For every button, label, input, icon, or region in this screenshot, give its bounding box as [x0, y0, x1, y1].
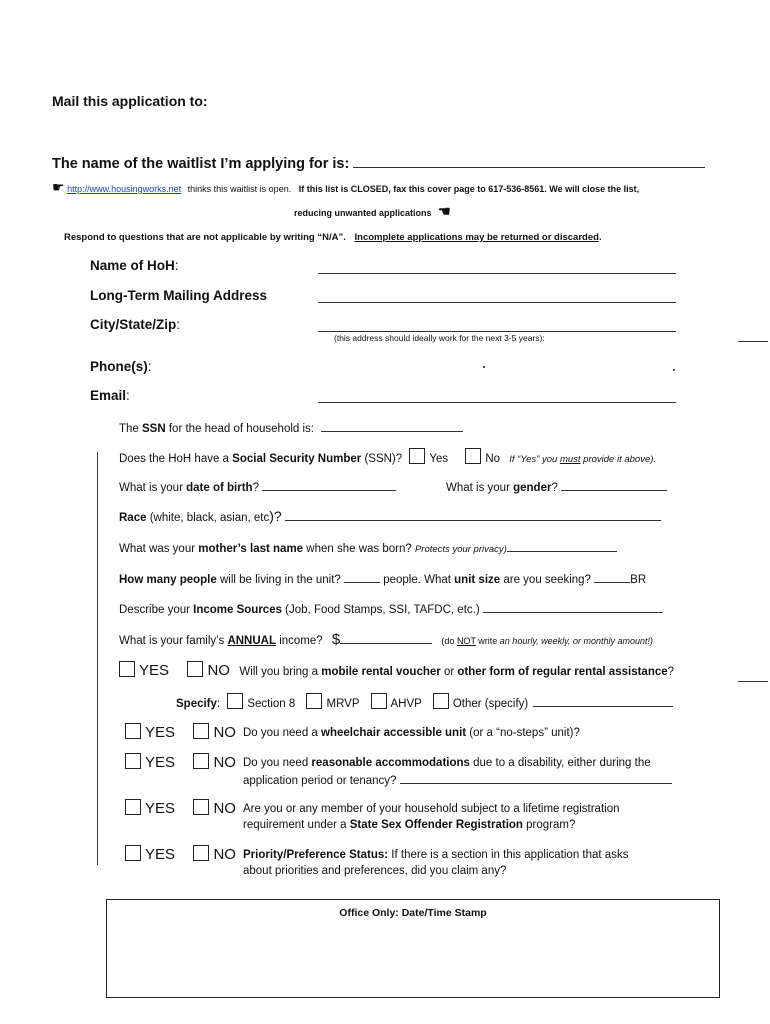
race-post: (white, black, asian, etc [146, 512, 270, 524]
income-post: (Job, Food Stamps, SSI, TAFDC, etc.) [281, 604, 480, 616]
mrvp-checkbox[interactable] [306, 693, 322, 709]
annual-income-field[interactable] [340, 631, 432, 644]
closed-note-line2 [294, 203, 451, 220]
open-notice [52, 179, 639, 196]
accommodations-no-checkbox[interactable] [193, 753, 209, 769]
specify-line [176, 693, 673, 712]
prio-post: If there is a section in this application that asks [388, 849, 629, 861]
mother-post: when she was born? [303, 543, 415, 555]
wheelchair-row [125, 723, 236, 742]
voucher-q-pre: Will you bring a [239, 666, 322, 678]
mother-bold: mother’s last name [198, 543, 304, 555]
annual-note-1: (do [441, 636, 457, 646]
email-field[interactable] [318, 390, 676, 403]
ssn-post: for the head of household is: [165, 423, 314, 435]
gender-post: ? [551, 482, 558, 494]
closed-note: If this list is CLOSED, fax this cover page to 617-536-8561. We will close the list, [298, 184, 640, 194]
city-label [90, 317, 180, 332]
ssn-bold: SSN [142, 423, 166, 435]
city-label-text: City/State/Zip [90, 317, 177, 332]
other-label: Other (specify) [452, 698, 529, 710]
margin-mark [738, 681, 768, 682]
dollar-sign: $ [331, 631, 341, 648]
so-pre: requirement under a [243, 819, 350, 831]
ssn-note-2: provide it above). [580, 454, 657, 465]
ra-line2: application period or tenancy? [243, 775, 397, 787]
hoh-field[interactable] [318, 261, 676, 274]
phone-dot [483, 366, 485, 368]
ssn-question [119, 448, 656, 468]
income-field[interactable] [483, 600, 663, 613]
email-label-text: Email [90, 388, 127, 403]
other-checkbox[interactable] [433, 693, 449, 709]
voucher-q-bold1: mobile rental voucher [321, 666, 441, 678]
ssn-no-label: No [485, 453, 501, 465]
wheelchair-no-checkbox[interactable] [193, 723, 209, 739]
housingworks-link[interactable]: http://www.housingworks.net [67, 184, 182, 194]
priority-yes-checkbox[interactable] [125, 845, 141, 861]
office-stamp-box [106, 899, 720, 998]
wheelchair-yes-checkbox[interactable] [125, 723, 141, 739]
email-colon: : [126, 388, 130, 403]
mother-field[interactable] [507, 539, 617, 552]
phone-colon: : [147, 359, 152, 374]
voucher-q-bold2: other form of regular rental assistance [457, 666, 668, 678]
wheel-bold: wheelchair accessible unit [321, 727, 467, 739]
people-mid: will be living in the unit? [216, 574, 341, 586]
dob-post: ? [252, 482, 259, 494]
so-bold: State Sex Offender Registration [349, 819, 523, 831]
priority-no-label: NO [213, 846, 236, 863]
ssn-note [509, 454, 656, 465]
race-end: )? [269, 508, 282, 524]
ssn-note-1: If “Yes” you [509, 454, 560, 465]
priority-yes-label: YES [145, 846, 176, 863]
closed-note-2-text: reducing unwanted applications [294, 208, 432, 218]
office-stamp-title: Office Only: Date/Time Stamp [339, 907, 487, 919]
dob-field[interactable] [262, 478, 396, 491]
annual-note-3: an hourly, weekly, or monthly amount!) [499, 636, 654, 646]
accommodations-no-label: NO [213, 754, 236, 771]
annual-bold: ANNUAL [227, 635, 276, 647]
section8-checkbox[interactable] [227, 693, 243, 709]
ra-bold: reasonable accommodations [311, 757, 470, 769]
gender-field[interactable] [561, 478, 667, 491]
annual-note-2: write [475, 636, 500, 646]
people-count-field[interactable] [344, 570, 380, 583]
section8-label: Section 8 [247, 698, 296, 710]
accommodations-row [125, 753, 236, 772]
wheel-pre: Do you need a [243, 727, 322, 739]
offender-row [125, 799, 236, 818]
left-rule [97, 452, 98, 865]
link-note: thinks this waitlist is open. [187, 184, 292, 194]
na-instruction-text: Respond to questions that are not applicable by writing “N/A”. [64, 232, 346, 243]
city-colon: : [176, 317, 181, 332]
address-note: (this address should ideally work for the next 3-5 years): [334, 333, 545, 343]
na-warning: Incomplete applications may be returned or discarded [354, 232, 599, 243]
voucher-q-end: ? [667, 666, 675, 678]
ssn-no-checkbox[interactable] [465, 448, 481, 464]
offender-yes-label: YES [145, 800, 176, 817]
mother-note: Protects your privacy) [414, 544, 507, 555]
offender-yes-checkbox[interactable] [125, 799, 141, 815]
priority-row [125, 845, 236, 864]
accommodations-question [243, 755, 651, 771]
na-period: . [598, 232, 602, 243]
phone-label [90, 359, 152, 374]
income-pre: Describe your [119, 604, 194, 616]
ssn-field[interactable] [321, 419, 463, 432]
annual-note-not: NOT [456, 636, 476, 646]
people-unit: people. What [380, 574, 455, 586]
ssn-q-bold: Social Security Number [232, 453, 362, 465]
annual-note [441, 636, 653, 646]
offender-question: Are you or any member of your household subject to a lifetime registration [243, 803, 620, 815]
specify-label: Specify [176, 698, 217, 710]
race-field[interactable] [285, 508, 661, 521]
dob-bold: date of birth [186, 482, 253, 494]
waitlist-name-field[interactable] [353, 155, 705, 168]
so-post: program? [522, 819, 576, 831]
margin-mark [738, 341, 768, 342]
phone-label-text: Phone(s) [90, 359, 148, 374]
ssn-q-post: (SSN)? [361, 453, 403, 465]
pointing-hand-icon: ☛ [438, 203, 451, 219]
dob-pre: What is your [119, 482, 187, 494]
pointing-hand-icon: ☛ [52, 179, 65, 195]
gender-pre: What is your [446, 482, 514, 494]
priority-question-2: about priorities and preferences, did you claim any? [243, 865, 507, 877]
gender-bold: gender [513, 482, 552, 494]
waitlist-label-text: The name of the waitlist I’m applying for is: [52, 156, 350, 172]
unit-br: BR [630, 574, 647, 586]
wheelchair-yes-label: YES [145, 724, 176, 741]
ra-pre: Do you need [243, 757, 312, 769]
gender-line [446, 478, 667, 496]
race-bold: Race [119, 512, 147, 524]
voucher-q-mid: or [440, 666, 458, 678]
voucher-yes-checkbox[interactable] [119, 661, 135, 677]
people-bold: How many people [119, 574, 217, 586]
mother-pre: What was your [119, 543, 199, 555]
hoh-label [90, 258, 179, 273]
accommodations-yes-label: YES [145, 754, 176, 771]
ahvp-label: AHVP [390, 698, 422, 710]
ssn-line [119, 419, 463, 437]
offender-no-label: NO [213, 800, 236, 817]
offender-question-2 [243, 817, 575, 833]
income-line [119, 600, 663, 618]
ssn-q-pre: Does the HoH have a [119, 453, 233, 465]
accommodations-field[interactable] [400, 771, 672, 784]
unit-bold: unit size [454, 574, 501, 586]
city-field[interactable] [318, 319, 676, 332]
ssn-yes-label: Yes [429, 453, 449, 465]
race-line [119, 508, 661, 526]
wheel-post: (or a “no-steps” unit)? [466, 727, 580, 739]
annual-post: income? [276, 635, 323, 647]
hoh-label-text: Name of HoH [90, 258, 175, 273]
wheelchair-question [243, 725, 580, 741]
annual-pre: What is your family’s [119, 635, 228, 647]
ssn-note-must: must [559, 454, 581, 465]
people-line [119, 570, 646, 588]
phone-dot [673, 369, 675, 371]
address-field[interactable] [318, 290, 676, 303]
unit-size-field[interactable] [594, 570, 630, 583]
ahvp-checkbox[interactable] [371, 693, 387, 709]
dob-line [119, 478, 396, 496]
mother-line [119, 539, 617, 558]
mail-to-heading: Mail this application to: [52, 93, 208, 109]
wheelchair-no-label: NO [213, 724, 236, 741]
priority-no-checkbox[interactable] [193, 845, 209, 861]
ra-post: due to a disability, either during the [469, 757, 651, 769]
voucher-yes-label: YES [139, 662, 170, 679]
waitlist-label [52, 155, 705, 172]
prio-bold: Priority/Preference Status: [243, 849, 389, 861]
ssn-pre: The [119, 423, 143, 435]
voucher-no-label: NO [207, 662, 230, 679]
voucher-no-checkbox[interactable] [187, 661, 203, 677]
specify-colon: : [216, 698, 221, 710]
mrvp-label: MRVP [326, 698, 360, 710]
voucher-line [119, 661, 674, 680]
voucher-question [239, 666, 674, 678]
email-label [90, 388, 130, 403]
na-instruction [64, 232, 602, 243]
accommodations-question-2 [243, 771, 672, 789]
accommodations-yes-checkbox[interactable] [125, 753, 141, 769]
hoh-colon: : [174, 258, 179, 273]
priority-question [243, 847, 628, 863]
income-bold: Income Sources [193, 604, 282, 616]
annual-line [119, 631, 653, 649]
other-specify-field[interactable] [533, 694, 673, 707]
address-label: Long-Term Mailing Address [90, 288, 268, 303]
offender-no-checkbox[interactable] [193, 799, 209, 815]
unit-post: are you seeking? [500, 574, 591, 586]
ssn-yes-checkbox[interactable] [409, 448, 425, 464]
